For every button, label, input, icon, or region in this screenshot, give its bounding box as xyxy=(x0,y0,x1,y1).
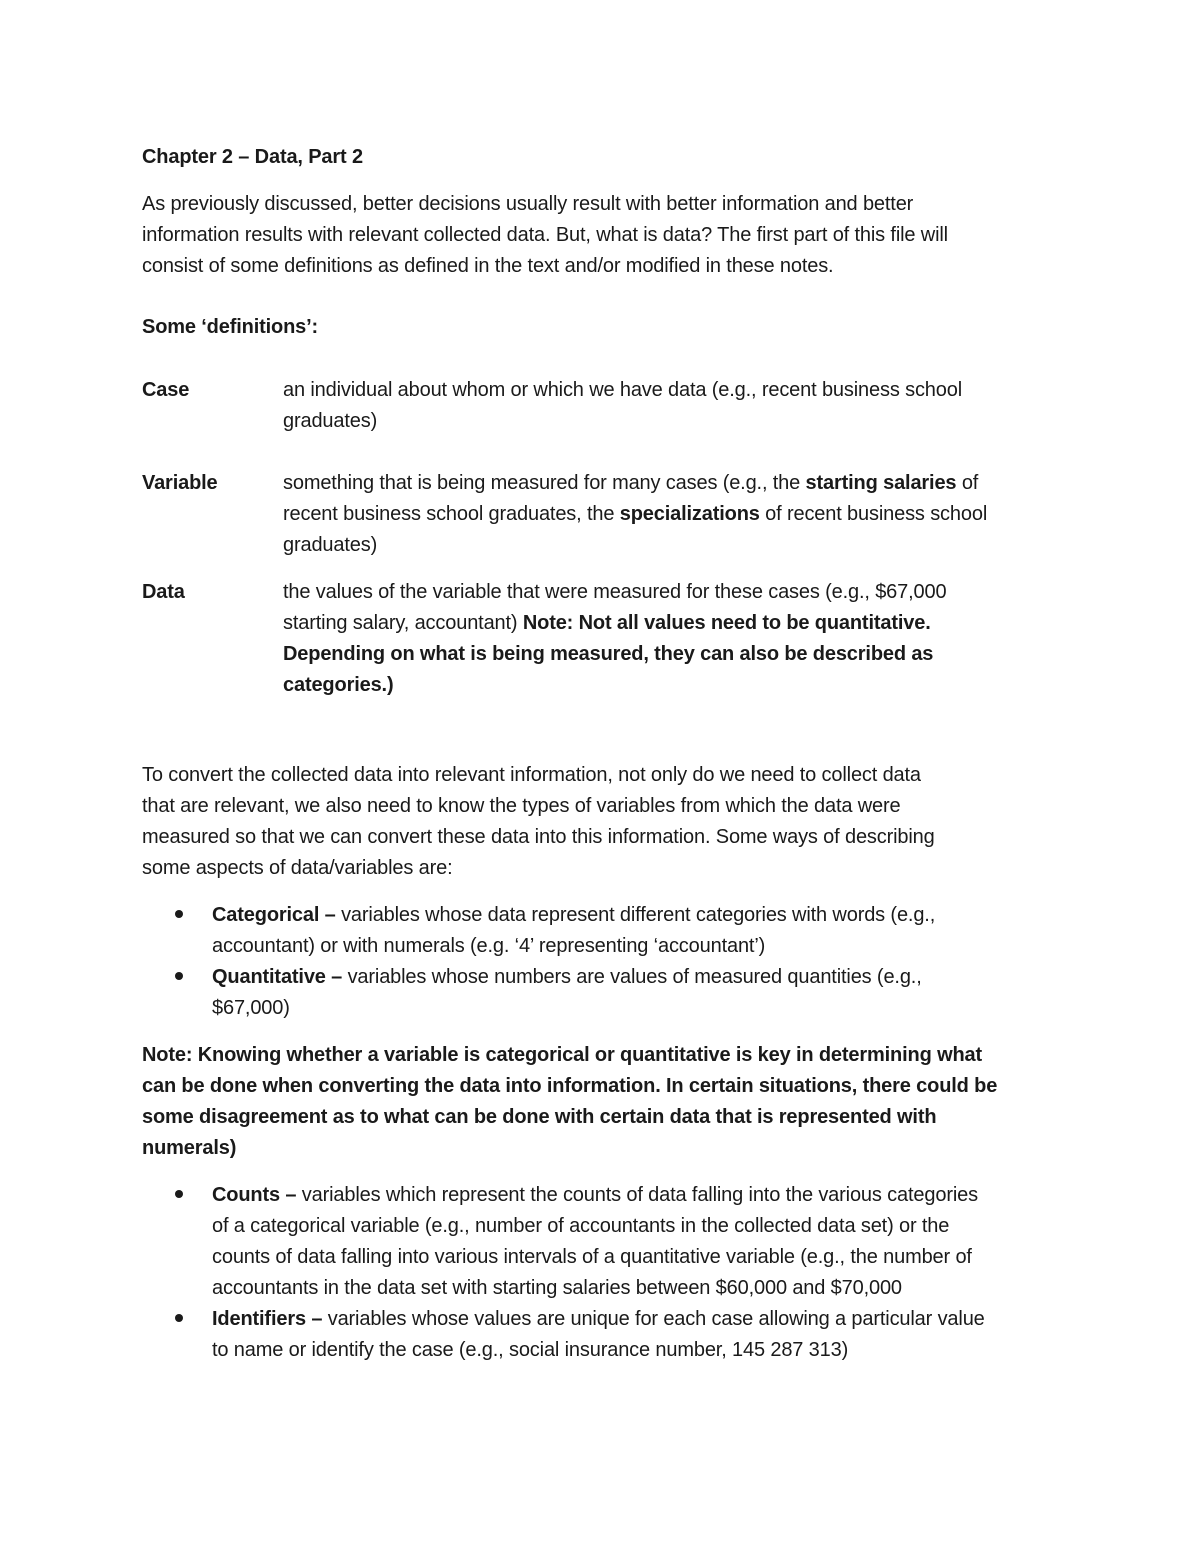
quantitative-line-2: $67,000) xyxy=(212,997,290,1019)
intro-line-1: As previously discussed, better decisions usually result with better information and better xyxy=(142,193,914,215)
variable-def-line-2: recent business school graduates, the specializations of recent business school xyxy=(283,503,988,525)
categorical-line-1: Categorical – variables whose data represent different categories with words (e.g., xyxy=(212,904,936,926)
variable-def-line-1: something that is being measured for many cases (e.g., the starting salaries of xyxy=(283,472,979,494)
convert-line-1: To convert the collected data into relevant information, not only do we need to collect data xyxy=(142,764,921,786)
quantitative-line-1: Quantitative – variables whose numbers are values of measured quantities (e.g., xyxy=(212,966,922,988)
bullet-icon xyxy=(175,910,183,918)
bullet-icon xyxy=(175,1190,183,1198)
variable-def-line-3: graduates) xyxy=(283,534,378,556)
data-def-line-3: Depending on what is being measured, they can also be described as xyxy=(283,643,934,665)
note-line-3: some disagreement as to what can be done with certain data that is represented with xyxy=(142,1106,937,1128)
counts-line-3: counts of data falling into various intervals of a quantitative variable (e.g., the number of xyxy=(212,1246,972,1268)
term-case: Case xyxy=(142,379,190,401)
counts-line-1: Counts – variables which represent the counts of data falling into the various categories xyxy=(212,1184,978,1206)
data-def-line-1: the values of the variable that were measured for these cases (e.g., $67,000 xyxy=(283,581,947,603)
identifiers-line-2: to name or identify the case (e.g., social insurance number, 145 287 313) xyxy=(212,1339,849,1361)
starting-salaries-emphasis: starting salaries xyxy=(805,472,957,494)
intro-line-3: consist of some definitions as defined in the text and/or modified in these notes. xyxy=(142,255,834,277)
note-line-2: can be done when converting the data into information. In certain situations, there could be xyxy=(142,1075,998,1097)
definitions-heading: Some ‘definitions’: xyxy=(142,316,319,338)
bullet-icon xyxy=(175,1314,183,1322)
counts-term: Counts – xyxy=(212,1184,297,1206)
data-note-emphasis: Note: Not all values need to be quantitative. xyxy=(522,612,931,634)
note-line-4: numerals) xyxy=(142,1137,237,1159)
intro-line-2: information results with relevant collected data. But, what is data? The first part of this file will xyxy=(142,224,948,246)
specializations-emphasis: specializations xyxy=(619,503,760,525)
identifiers-line-1: Identifiers – variables whose values are unique for each case allowing a particular value xyxy=(212,1308,985,1330)
term-variable: Variable xyxy=(142,472,218,494)
term-data: Data xyxy=(142,581,185,603)
identifiers-term: Identifiers – xyxy=(212,1308,323,1330)
case-def-line-1: an individual about whom or which we have data (e.g., recent business school xyxy=(283,379,963,401)
case-def-line-2: graduates) xyxy=(283,410,378,432)
convert-line-4: some aspects of data/variables are: xyxy=(142,857,453,879)
counts-line-2: of a categorical variable (e.g., number of accountants in the collected data set) or the xyxy=(212,1215,950,1237)
data-def-line-4: categories.) xyxy=(283,674,394,696)
data-def-line-2: starting salary, accountant) Note: Not all values need to be quantitative. xyxy=(283,612,931,634)
convert-line-2: that are relevant, we also need to know the types of variables from which the data were xyxy=(142,795,901,817)
counts-line-4: accountants in the data set with starting salaries between $60,000 and $70,000 xyxy=(212,1277,902,1299)
page-title: Chapter 2 – Data, Part 2 xyxy=(142,146,363,168)
note-line-1: Note: Knowing whether a variable is categorical or quantitative is key in determining what xyxy=(142,1044,983,1066)
convert-line-3: measured so that we can convert these data into this information. Some ways of describing xyxy=(142,826,935,848)
categorical-line-2: accountant) or with numerals (e.g. ‘4’ representing ‘accountant’) xyxy=(212,935,766,957)
bullet-icon xyxy=(175,972,183,980)
quantitative-term: Quantitative – xyxy=(212,966,343,988)
categorical-term: Categorical – xyxy=(212,904,336,926)
